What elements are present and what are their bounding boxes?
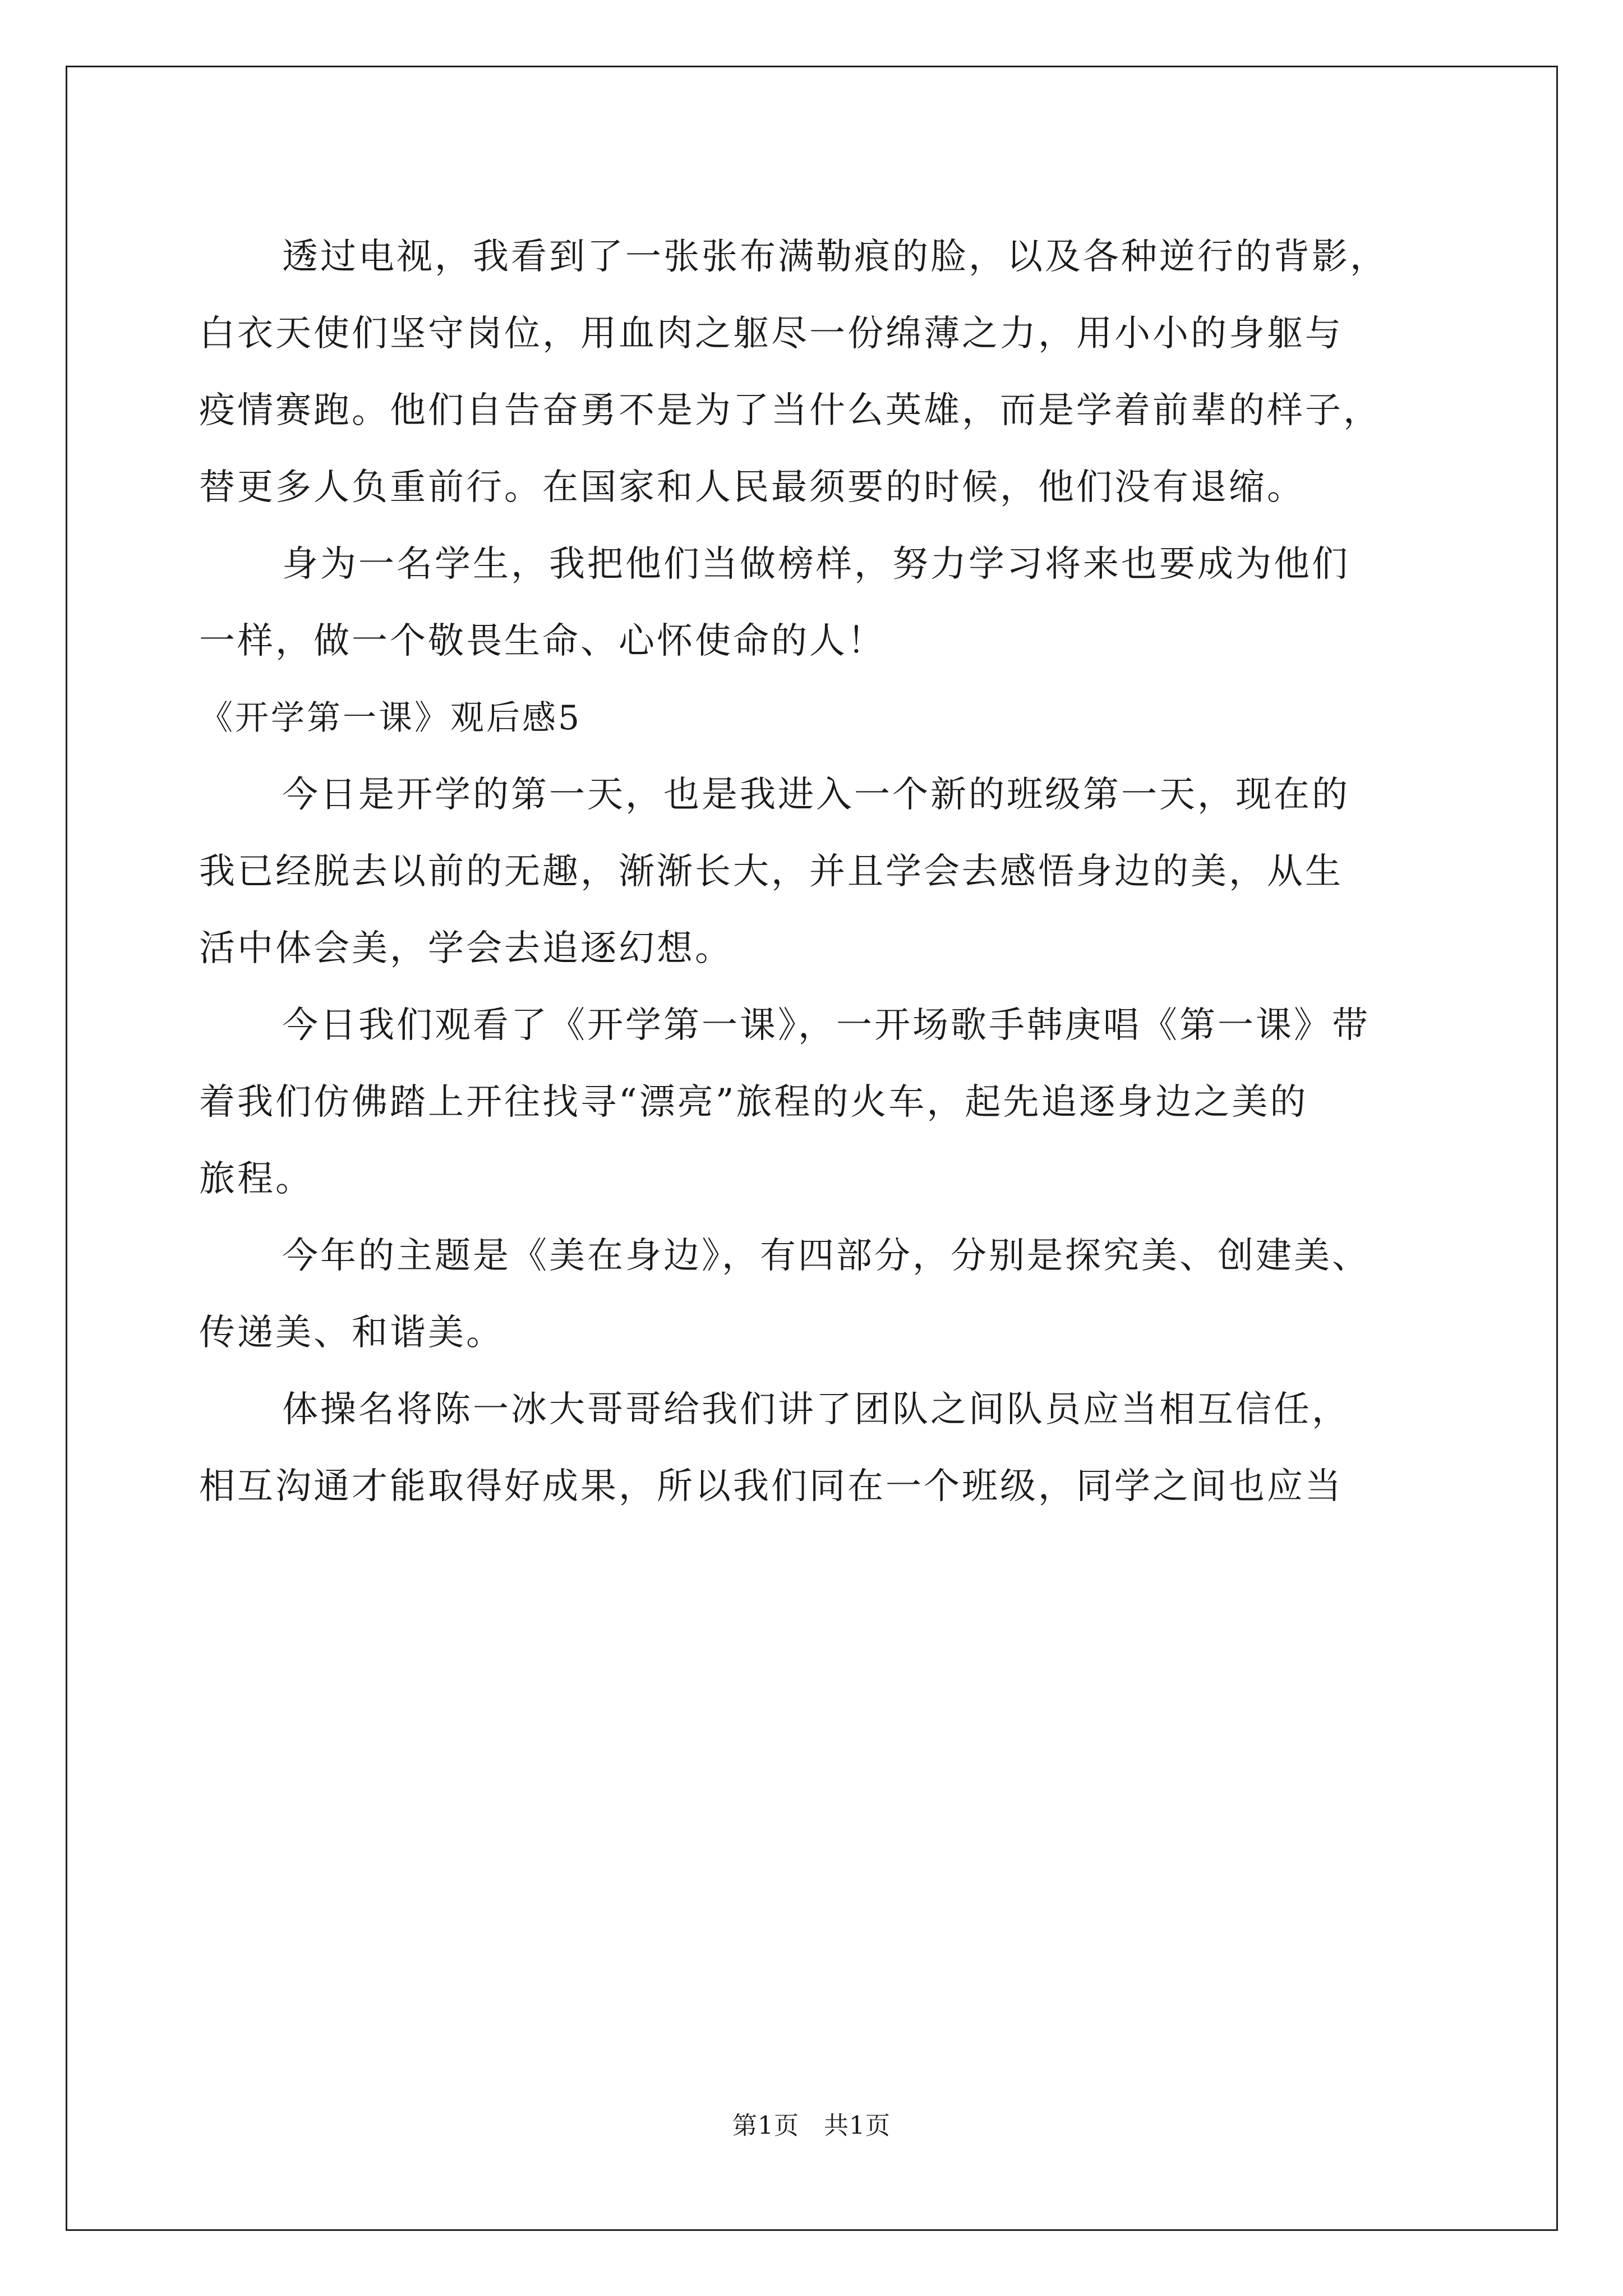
document-body [199,219,1433,1525]
text-line: 着我们仿佛踏上开往找寻“漂亮”旅程的火车，起先追逐身边之美的 [199,1082,1308,1123]
text-line: 我已经脱去以前的无趣，渐渐长大，并且学会去感悟身边的美，从生 [199,851,1343,892]
text-line: 替更多人负重前行。在国家和人民最须要的时候，他们没有退缩。 [199,467,1305,508]
text-line: 相互沟通才能取得好成果，所以我们同在一个班级，同学之间也应当 [199,1466,1343,1507]
text-line: 今年的主题是《美在身边》，有四部分，分别是探究美、创建美、 [282,1235,1370,1277]
text-line: 透过电视，我看到了一张张布满勒痕的脸，以及各种逆行的背影， [282,236,1388,278]
page-total: 共1页 [824,2111,891,2140]
text-line: 疫情赛跑。他们自告奋勇不是为了当什么英雄，而是学着前辈的样子， [199,390,1381,431]
text-line: 体操名将陈一冰大哥哥给我们讲了团队之间队员应当相互信任， [282,1389,1350,1430]
section-heading: 《开学第一课》观后感5 [199,698,582,738]
text-line: 身为一名学生，我把他们当做榜样，努力学习将来也要成为他们 [282,544,1350,585]
text-line: 白衣天使们坚守岗位，用血肉之躯尽一份绵薄之力，用小小的身躯与 [199,313,1343,355]
text-line: 活中体会美，学会去追逐幻想。 [199,928,733,969]
text-line: 传递美、和谐美。 [199,1312,504,1354]
text-line: 一样，做一个敬畏生命、心怀使命的人！ [199,620,886,662]
page-footer [0,2109,1623,2143]
text-line: 今日是开学的第一天，也是我进入一个新的班级第一天，现在的 [282,774,1350,816]
text-line: 旅程。 [199,1158,313,1200]
page-number: 第1页 [732,2111,799,2140]
text-line: 今日我们观看了《开学第一课》，一开场歌手韩庚唱《第一课》带 [282,1005,1370,1046]
